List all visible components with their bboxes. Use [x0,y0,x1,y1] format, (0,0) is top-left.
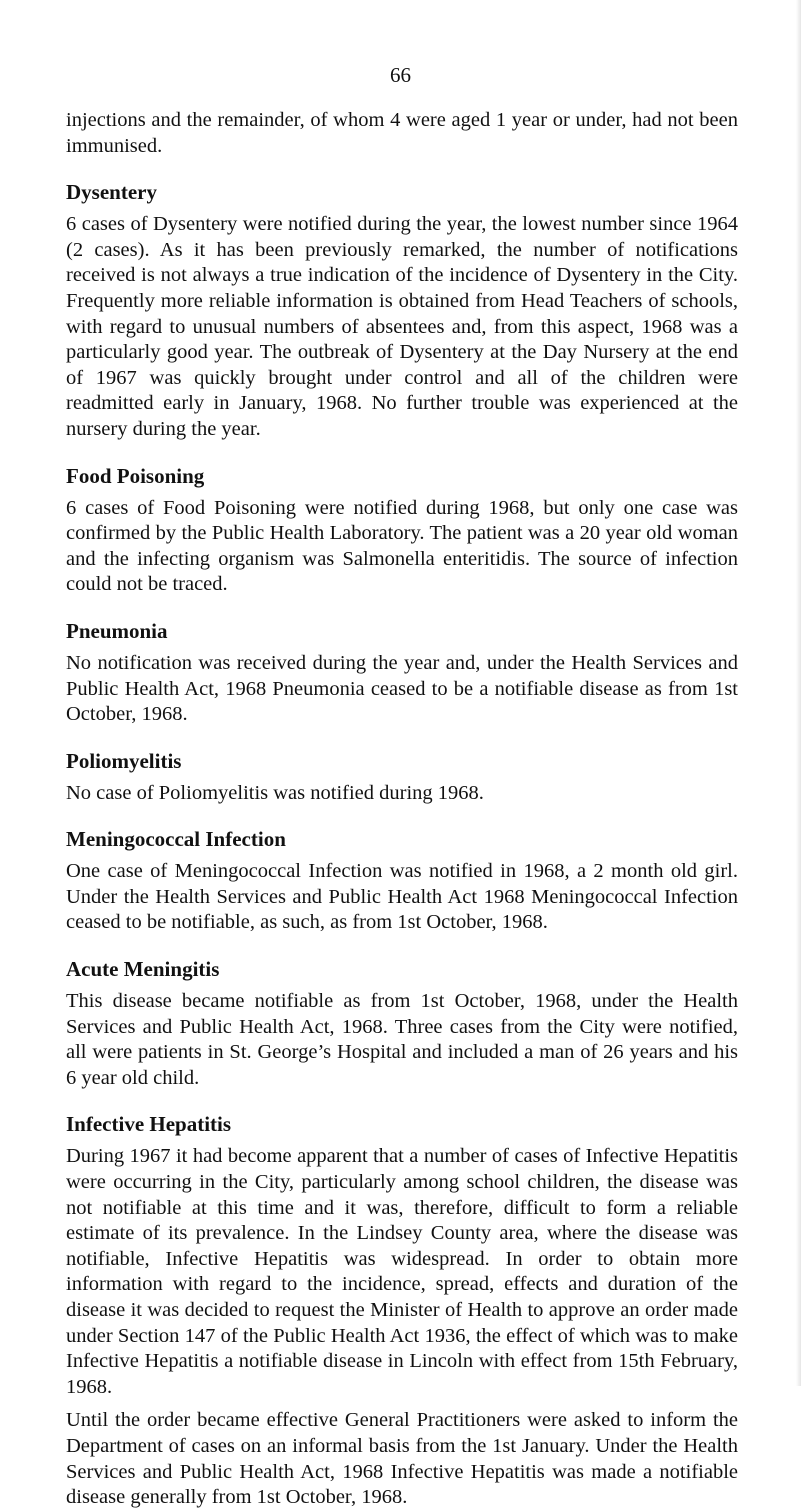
section-heading: Food Poisoning [66,463,205,488]
section-heading: Acute Meningitis [66,957,220,982]
section-heading: Poliomyelitis [66,748,182,773]
section-dysentery [66,179,738,442]
section-pneumonia [66,618,738,728]
intro-paragraph: injections and the remainder, of whom 4 were aged 1 year or under, had not been immunised. [66,109,738,157]
page-number: 66 [390,63,411,87]
section-paragraph: No notification was received during the year and, under the Health Services and Public Health Act, 1968 Pneumonia ceased to be a notifiable disease as from 1st October, 1968. [66,651,738,726]
section-paragraph: No case of Poliomyelitis was notified during 1968. [66,781,484,804]
section-paragraph: 6 cases of Food Poisoning were notified during 1968, but only one case was confirmed by the Public Health Laboratory. The patient was a 20 year old woman and the infecting organism was Salmonella enteritidis. The source of infection could not be traced. [66,496,738,596]
section-paragraph: One case of Meningococcal Infection was notified in 1968, a 2 month old girl. Under the Health Services and Public Health Act 1968 Meningococcal Infection ceased to be notifiable, as such, as from 1st October, 1968. [66,860,738,934]
section-heading: Meningococcal Infection [66,827,286,852]
section-food-poisoning [66,463,738,598]
section-poliomyelitis [66,748,738,807]
section-acute-meningitis [66,956,738,1091]
document-body [66,108,738,1511]
section-paragraph: During 1967 it had become apparent that a number of cases of Infective Hepatitis were occurring in the City, particularly among school children, the disease was not notifiable at this time and it was, therefore, difficult to form a reliable estimate of its prevalence. In the Lindsey County area, where the disease was notifiable, Infective Hepatitis was widespread. In order to obtain more information with regard to the incidence, spread, effects and duration of the disease it was decided to request the Minister of Health to approve an order made under Section 147 of the Public Health Act 1936, the effect of which was to make Infective Hepatitis a notifiable disease in Lincoln with effect from 15th February, 1968. [66,1145,738,1398]
section-paragraph: 6 cases of Dysentery were notified during the year, the lowest number since 1964 (2 cases). As it has been previously remarked, the number of notifications received is not always a true indication of the incidence of Dysentery in the City. Frequently more reliable information is obtained from Head Teachers of schools, with regard to unusual numbers of absentees and, from this aspect, 1968 was a particularly good year. The outbreak of Dysentery at the Day Nursery at the end of 1967 was quickly brought under control and all of the children were readmitted early in January, 1968. No further trouble was experienced at the nursery during the year. [66,213,738,440]
section-heading: Infective Hepatitis [66,1112,232,1137]
section-paragraph: Until the order became effective General Practitioners were asked to inform the Department of cases on an informal basis from the 1st January. Under the Health Services and Public Health Act, 1968 Infective Hepatitis was made a notifiable disease generally from 1st October, 1968. [66,1409,738,1509]
section-meningococcal-infection [66,826,738,936]
section-heading: Dysentery [66,180,157,205]
section-heading: Pneumonia [66,618,168,643]
section-infective-hepatitis [66,1111,738,1510]
section-paragraph: This disease became notifiable as from 1st October, 1968, under the Health Services and Public Health Act, 1968. Three cases from the City were notified, all were patients in St. George’s Hospital and included a man of 26 years and his 6 year old child. [66,990,738,1089]
page-edge-shadow [796,0,801,1386]
